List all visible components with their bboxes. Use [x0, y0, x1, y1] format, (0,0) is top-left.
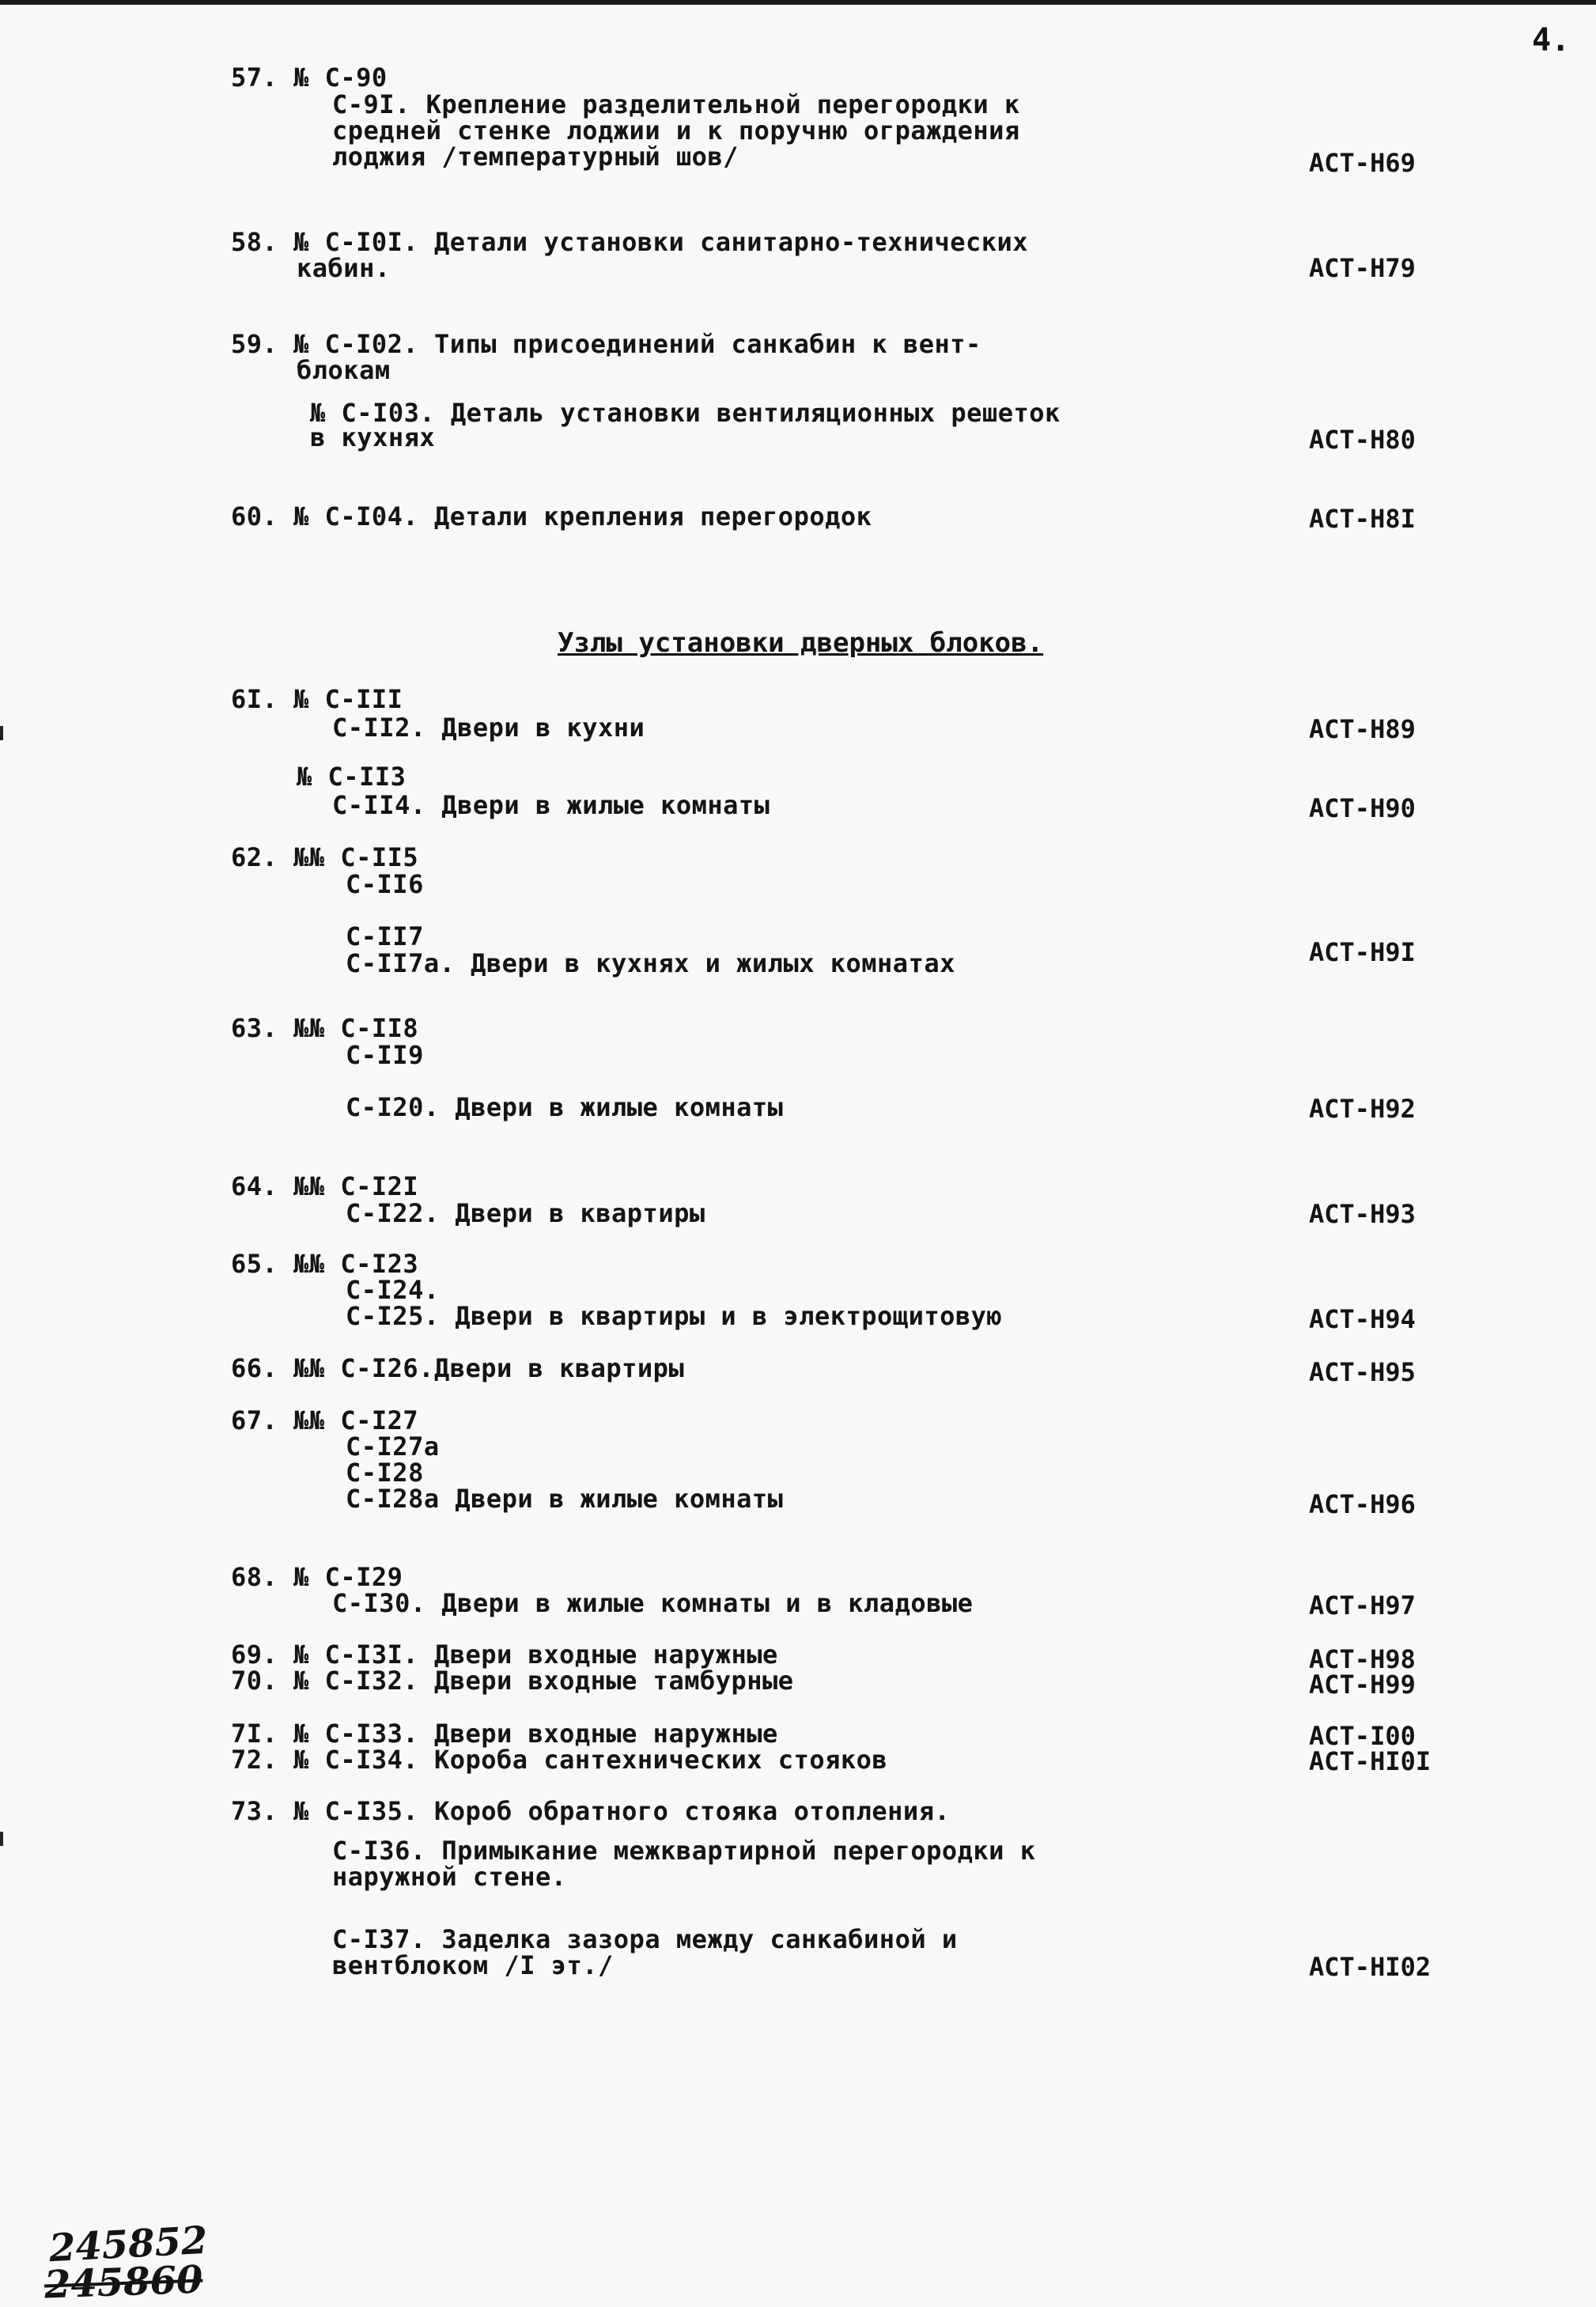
- text-line-l67a: 67. №№ С-I27: [231, 1405, 419, 1435]
- text-line-l58a: 58. № С-I0I. Детали установки санитарно-технических: [231, 227, 1029, 257]
- text-line-l65b: С-I24.: [346, 1275, 440, 1305]
- text-line-l69: 69. № С-I3I. Двери входные наружные: [231, 1639, 778, 1670]
- designation-c66: АСТ-Н95: [1309, 1357, 1416, 1387]
- text-line-l72: 72. № С-I34. Короба сантехнических стояков: [231, 1745, 888, 1775]
- text-line-l59a: 59. № С-I02. Типы присоединений санкабин к вент-: [231, 329, 981, 359]
- margin-mark: [0, 726, 3, 740]
- text-line-l73c: наружной стене.: [332, 1862, 567, 1892]
- designation-c73: АСТ-НI02: [1309, 1952, 1431, 1982]
- designation-c60: АСТ-Н8I: [1309, 504, 1416, 534]
- text-line-l61c: № С-II3: [297, 762, 407, 792]
- text-line-l62c: С-II7: [346, 921, 424, 951]
- text-line-l70: 70. № С-I32. Двери входные тамбурные: [231, 1666, 794, 1696]
- designation-c58: АСТ-Н79: [1309, 253, 1416, 283]
- page-number: 4.: [1532, 22, 1571, 59]
- page-edge: [0, 0, 1596, 5]
- designation-c61a: АСТ-Н89: [1309, 714, 1416, 744]
- text-line-l63c: С-I20. Двери в жилые комнаты: [346, 1092, 784, 1122]
- margin-mark: [0, 1832, 3, 1846]
- text-line-l64b: С-I22. Двери в квартиры: [346, 1198, 705, 1228]
- section-heading: Узлы установки дверных блоков.: [558, 627, 1044, 659]
- text-line-l68b: С-I30. Двери в жилые комнаты и в кладовые: [332, 1588, 974, 1618]
- text-line-l62a: 62. №№ С-II5: [231, 842, 419, 872]
- text-line-l59c: № С-I03. Деталь установки вентиляционных решеток: [310, 398, 1061, 428]
- designation-c57: АСТ-Н69: [1309, 148, 1416, 178]
- text-line-l64a: 64. №№ С-I2I: [231, 1171, 419, 1201]
- text-line-l62d: С-II7а. Двери в кухнях и жилых комнатах: [346, 948, 955, 978]
- text-line-l71: 7I. № С-I33. Двери входные наружные: [231, 1719, 778, 1749]
- text-line-l65c: С-I25. Двери в квартиры и в электрощитовую: [346, 1301, 1003, 1331]
- designation-c61b: АСТ-Н90: [1309, 793, 1416, 823]
- designation-c70: АСТ-Н99: [1309, 1670, 1416, 1700]
- text-line-l73e: вентблоком /I эт./: [332, 1950, 614, 1980]
- text-line-l61b: С-II2. Двери в кухни: [332, 713, 645, 743]
- text-line-l59b: блокам: [297, 355, 391, 385]
- text-line-l57a: 57. № С-90: [231, 62, 388, 93]
- text-line-l57c: средней стенке лоджии и к поручню ограждения: [332, 115, 1020, 146]
- text-line-l63b: С-II9: [346, 1040, 424, 1070]
- text-line-l73b: С-I36. Примыкание межквартирной перегородки к: [332, 1836, 1036, 1866]
- text-line-l63a: 63. №№ С-II8: [231, 1013, 419, 1043]
- designation-c67: АСТ-Н96: [1309, 1489, 1416, 1519]
- text-line-l67b: С-I27а: [346, 1431, 440, 1462]
- designation-c72: АСТ-НI0I: [1309, 1746, 1431, 1776]
- designation-c71: АСТ-I00: [1309, 1721, 1416, 1751]
- designation-c69: АСТ-Н98: [1309, 1644, 1416, 1674]
- designation-c62: АСТ-Н9I: [1309, 937, 1416, 967]
- text-line-l59d: в кухнях: [310, 422, 436, 452]
- text-line-l62b: С-II6: [346, 869, 424, 899]
- text-line-l61d: С-II4. Двери в жилые комнаты: [332, 790, 770, 820]
- text-line-l60: 60. № С-I04. Детали крепления перегородок: [231, 501, 872, 531]
- designation-c68: АСТ-Н97: [1309, 1590, 1416, 1621]
- text-line-l57b: С-9I. Крепление разделительной перегородки к: [332, 89, 1020, 119]
- designation-c64: АСТ-Н93: [1309, 1199, 1416, 1229]
- text-line-l66: 66. №№ С-I26.Двери в квартиры: [231, 1353, 685, 1383]
- text-line-l73d: С-I37. Заделка зазора между санкабиной и: [332, 1924, 958, 1954]
- handwritten-number-struck: 245860: [43, 2257, 204, 2307]
- text-line-l67d: С-I28а Двери в жилые комнаты: [346, 1484, 784, 1514]
- text-line-l68a: 68. № С-I29: [231, 1562, 403, 1592]
- text-line-l57d: лоджия /температурный шов/: [332, 142, 739, 172]
- text-line-l67c: С-I28: [346, 1458, 424, 1488]
- text-line-l61a: 6I. № С-III: [231, 684, 403, 714]
- designation-c65: АСТ-Н94: [1309, 1304, 1416, 1334]
- text-line-l73a: 73. № С-I35. Короб обратного стояка отопления.: [231, 1796, 951, 1826]
- text-line-l58b: кабин.: [297, 253, 391, 283]
- text-line-l65a: 65. №№ С-I23: [231, 1249, 419, 1279]
- designation-c63: АСТ-Н92: [1309, 1094, 1416, 1124]
- designation-c59: АСТ-Н80: [1309, 425, 1416, 455]
- handwritten-number: 245852: [47, 2218, 209, 2271]
